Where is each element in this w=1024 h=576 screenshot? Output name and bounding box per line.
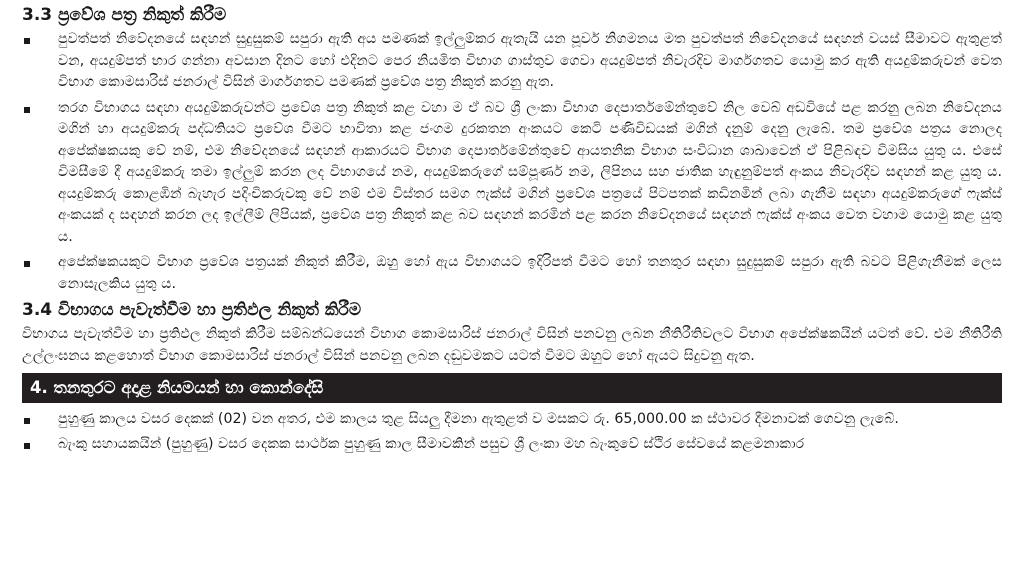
bullet-square-icon [24, 443, 30, 449]
section-3-4-paragraph: විභාගය පැවැත්වීම හා ප්‍රතිඵල නිකුත් කිරීම සම්බන්ධයෙන් විභාග කොමසාරිස් ජනරාල් විසින් පනවනු ලබන නීතිරීතිවලට විභාග අපේක්ෂකයින් යටත් වේ. එම නීතිරීති උල්ලංඝනය කළහොත් විභාග කොමසාරිස් ජනරාල් විසින් පනවනු ලබන දඬුවමකට යටත් වීමට ඔහුට හෝ ඇයට සිදුවනු ඇත. [22, 326, 1002, 364]
list-item [22, 98, 1002, 249]
section-3-4-heading: 3.4 විභාගය පැවැත්වීම හා ප්‍රතිඵල නිකුත් කිරීම [22, 300, 362, 320]
bullet-square-icon [24, 107, 30, 113]
bullet-square-icon [24, 418, 30, 424]
list-item-text: තරග විභාගය සඳහා අයදුම්කරුවන්ට ප්‍රවේශ පත්‍ර නිකුත් කළ වහා ම ඒ බව ශ්‍රී ලංකා විභාග දෙපාර්තමේන්තුවේ නිල වෙබ් අඩවියේ පළ කරනු ලබන නිවේදනය මගින් හා අයදුම්කරු පද්ධතියට ප්‍රවේශ වීමට භාවිතා කළ ජංගම දුරකතන අංකයට කෙටි පණිවිඩයක් මගින් දැනුම් දෙනු ලැබේ. තම ප්‍රවේශ පත්‍රය නොලද අපේක්ෂකයකු වේ නම්, එම නිවේදනයේ සඳහන් ආකාරයට විභාග දෙපාර්තමේන්තුවේ ආයතනික විභාග සංවිධාන ශාඛාවෙන් ඒ පිළිබඳව විමසිය යුතු ය. එසේ විමසීමේ දී අයදුම්කරු තමා ඉල්ලුම් කරන ලද විභාගයේ නම, අයදුම්කරුගේ සම්පූර්ණ නම, ලිපිනය සහ ජාතික හැඳුනුම්පත් අංකය නිවැරදිව සඳහන් කළ යුතු ය. අයදුම්කරු කොළඹින් බැහැර පදිංචිකරුවකු වේ නම් එම විස්තර සමග ෆැක්ස් මගින් ප්‍රවේශ පත්‍රයේ පිටපතක් කඩිනමින් ලබා ගැනීම සඳහා අයදුම්කරුගේ ෆැක්ස් අංකයක් ද සඳහන් කරන ලද ඉල්ලීම් ලිපියක්, ප්‍රවේශ පත්‍ර නිකුත් කළ බව සඳහන් කරමින් පළ කරන නිවේදනයේ සඳහන් ෆැක්ස් අංකය වෙත වහාම යොමු කළ යුතු ය. [58, 99, 1002, 245]
bullet-square-icon [24, 261, 30, 267]
list-item-text: පුවත්පත් නිවේදනයේ සඳහන් සුදුසුකම් සපුරා ඇති අය පමණක් ඉල්ලුම්කර ඇතැයි යන පූර්ව නිගමනය මත පුවත්පත් නිවේදනයේ සඳහන් වයස් සීමාවට ඇතුළත් වන, අයදුම්පත් භාර ගන්නා අවසාන දිනට හෝ එදිනට පෙර නියමිත විභාග ගාස්තුව ගෙවා අයදුම්පත් නිවැරදිව මාර්ගගතව යොමු කර ඇති අයදුම්කරුවන් වෙත විභාග කොමසාරිස් ජනරාල් විසින් මාර්ගගතව පමණක් ප්‍රවේශ පත්‍ර නිකුත් කරනු ඇත. [58, 31, 1002, 90]
section-3-3-heading: 3.3 ප්‍රවේශ පත්‍ර නිකුත් කිරීම [22, 5, 227, 25]
list-item [22, 252, 1002, 295]
section-4-heading: 4. තනතුරට අදාළ නියමයන් හා කොන්දේසි [30, 378, 324, 397]
list-item [22, 434, 1002, 456]
list-item [22, 409, 1002, 431]
list-item-text: පුහුණු කාලය වසර දෙකක් (02) වන අතර, එම කාලය තුළ සියලු දීමනා ඇතුළත් ව මසකට රු. 65,000.00 ක ස්ථාවර දීමනාවක් ගෙවනු ලැබේ. [58, 411, 899, 427]
section-4-heading-bar [22, 373, 1002, 403]
list-item-text: අපේක්ෂකයකුට විභාග ප්‍රවේශ පත්‍රයක් නිකුත් කිරීම, ඔහු හෝ ඇය විභාගයට ඉදිරිපත් වීමට හෝ තනතුර සඳහා සුදුසුකම් සපුරා ඇති බවට පිළිගැනීමක් ලෙස නොසැලකිය යුතු ය. [58, 254, 1002, 292]
bullet-square-icon [24, 38, 30, 44]
list-item-text: බැංකු සහායකයින් (පුහුණු) වසර දෙකක සාර්ථක පුහුණු කාල සීමාවකින් පසුව ශ්‍රී ලංකා මහ බැංකුවේ ස්ථිර සේවයේ කළමනාකාර [58, 435, 805, 452]
list-item [22, 29, 1002, 94]
